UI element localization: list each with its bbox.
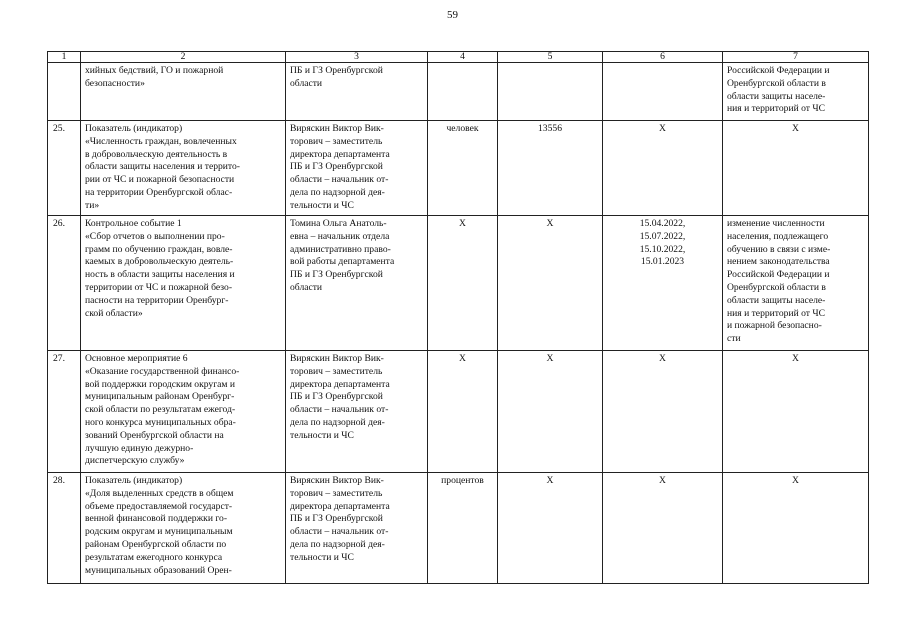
event-name: Показатель (индикатор) «Численность граждан, вовлеченных в добровольческую деятельность в области защиты населения и террито- рии от ЧС и пожарной безопасности на территории Оренбургской облас- ти» [81, 121, 286, 216]
responsible-person: Виряскин Виктор Вик- торович – заместитель директора департамента ПБ и ГЗ Оренбургской области – начальник от- дела по надзорной дея- тельности и ЧС [286, 121, 428, 216]
date-cell [603, 63, 723, 121]
header-cell: 5 [498, 52, 603, 63]
table-row [48, 121, 869, 216]
header-cell: 2 [81, 52, 286, 63]
event-name: Показатель (индикатор) «Доля выделенных средств в общем объеме предоставляемой государст- венной финансовой поддержки го- родским округам и муниципальным районам Оренбургской области по результатам ежегодного конкурса муниципальных образований Орен- [81, 473, 286, 584]
row-number: 27. [48, 351, 81, 473]
responsible-person: ПБ и ГЗ Оренбургской области [286, 63, 428, 121]
unit-cell: Х [428, 216, 498, 351]
value-cell [498, 63, 603, 121]
date-cell: Х [603, 473, 723, 584]
page-number: 59 [447, 9, 458, 21]
value-cell: Х [498, 216, 603, 351]
table-row [48, 473, 869, 584]
date-cell: Х [603, 121, 723, 216]
note-cell: Х [723, 473, 869, 584]
program-table [47, 51, 869, 584]
header-cell: 7 [723, 52, 869, 63]
table-row [48, 216, 869, 351]
header-cell: 3 [286, 52, 428, 63]
table-row [48, 351, 869, 473]
note-cell: Х [723, 351, 869, 473]
header-row [48, 52, 869, 63]
date-cell: 15.04.2022, 15.07.2022, 15.10.2022, 15.01.2023 [603, 216, 723, 351]
row-number: 28. [48, 473, 81, 584]
responsible-person: Виряскин Виктор Вик- торович – заместитель директора департамента ПБ и ГЗ Оренбургской области – начальник от- дела по надзорной дея- тельности и ЧС [286, 351, 428, 473]
unit-cell [428, 63, 498, 121]
header-cell: 1 [48, 52, 81, 63]
date-cell: Х [603, 351, 723, 473]
event-name: Контрольное событие 1 «Сбор отчетов о выполнении про- грамм по обучению граждан, вовле- каемых в добровольческую деятель- ность в области защиты населения и территории от ЧС и пожарной безо- пасности на территории Оренбург- ской области» [81, 216, 286, 351]
responsible-person: Томина Ольга Анатоль- евна – начальник отдела административно право- вой работы департамента ПБ и ГЗ Оренбургской области [286, 216, 428, 351]
header-cell: 6 [603, 52, 723, 63]
value-cell: Х [498, 351, 603, 473]
unit-cell: Х [428, 351, 498, 473]
note-cell: Х [723, 121, 869, 216]
note-cell: Российской Федерации и Оренбургской области в области защиты населе- ния и территорий от ЧС [723, 63, 869, 121]
event-name: Основное мероприятие 6 «Оказание государственной финансо- вой поддержки городским округам и муниципальным районам Оренбург- ской области по результатам ежегод- ного конкурса муниципальных обра- зований Оренбургской области на лучшую единую дежурно- диспетчерскую службу» [81, 351, 286, 473]
table-row [48, 63, 869, 121]
value-cell: Х [498, 473, 603, 584]
note-cell: изменение численности населения, подлежащего обучению в связи с изме- нением законодательства Российской Федерации и Оренбургской области в области защиты населе- ния и территорий от ЧС и пожарной безопасно- сти [723, 216, 869, 351]
unit-cell: процентов [428, 473, 498, 584]
row-number: 26. [48, 216, 81, 351]
row-number [48, 63, 81, 121]
header-cell: 4 [428, 52, 498, 63]
event-name: хийных бедствий, ГО и пожарной безопасности» [81, 63, 286, 121]
value-cell: 13556 [498, 121, 603, 216]
row-number: 25. [48, 121, 81, 216]
responsible-person: Виряскин Виктор Вик- торович – заместитель директора департамента ПБ и ГЗ Оренбургской области – начальник от- дела по надзорной дея- тельности и ЧС [286, 473, 428, 584]
unit-cell: человек [428, 121, 498, 216]
